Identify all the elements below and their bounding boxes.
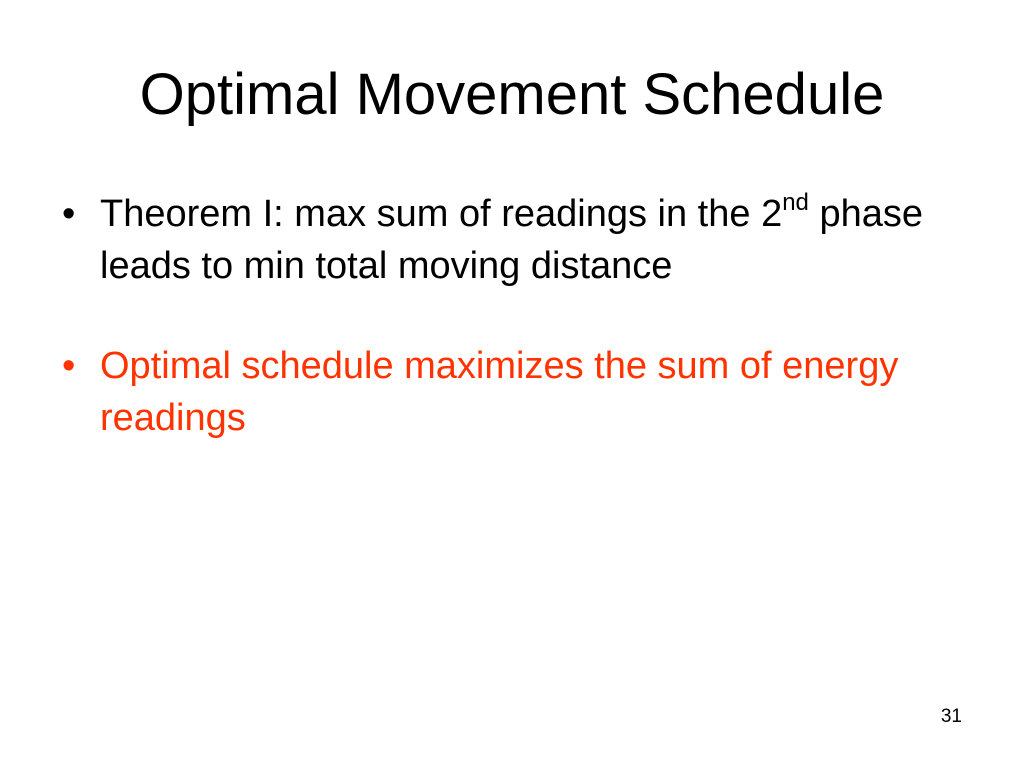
bullet-item-theorem (62, 188, 972, 292)
bullet-text-theorem (100, 189, 923, 287)
bullet-text-part: Theorem I: max sum of readings in the 2 (100, 193, 783, 235)
ordinal-superscript: nd (782, 189, 809, 217)
bullet-list (62, 188, 972, 492)
page-number: 31 (940, 706, 962, 727)
slide-title: Optimal Movement Schedule (139, 62, 885, 127)
bullet-text-optimal-schedule: Optimal schedule maximizes the sum of energy readings (100, 345, 899, 439)
bullet-item-optimal-schedule (62, 340, 972, 444)
bullet-marker-icon: • (62, 345, 76, 387)
bullet-marker-icon: • (62, 193, 76, 235)
bullet-text-part: phase leads to min total moving distance (100, 193, 923, 287)
